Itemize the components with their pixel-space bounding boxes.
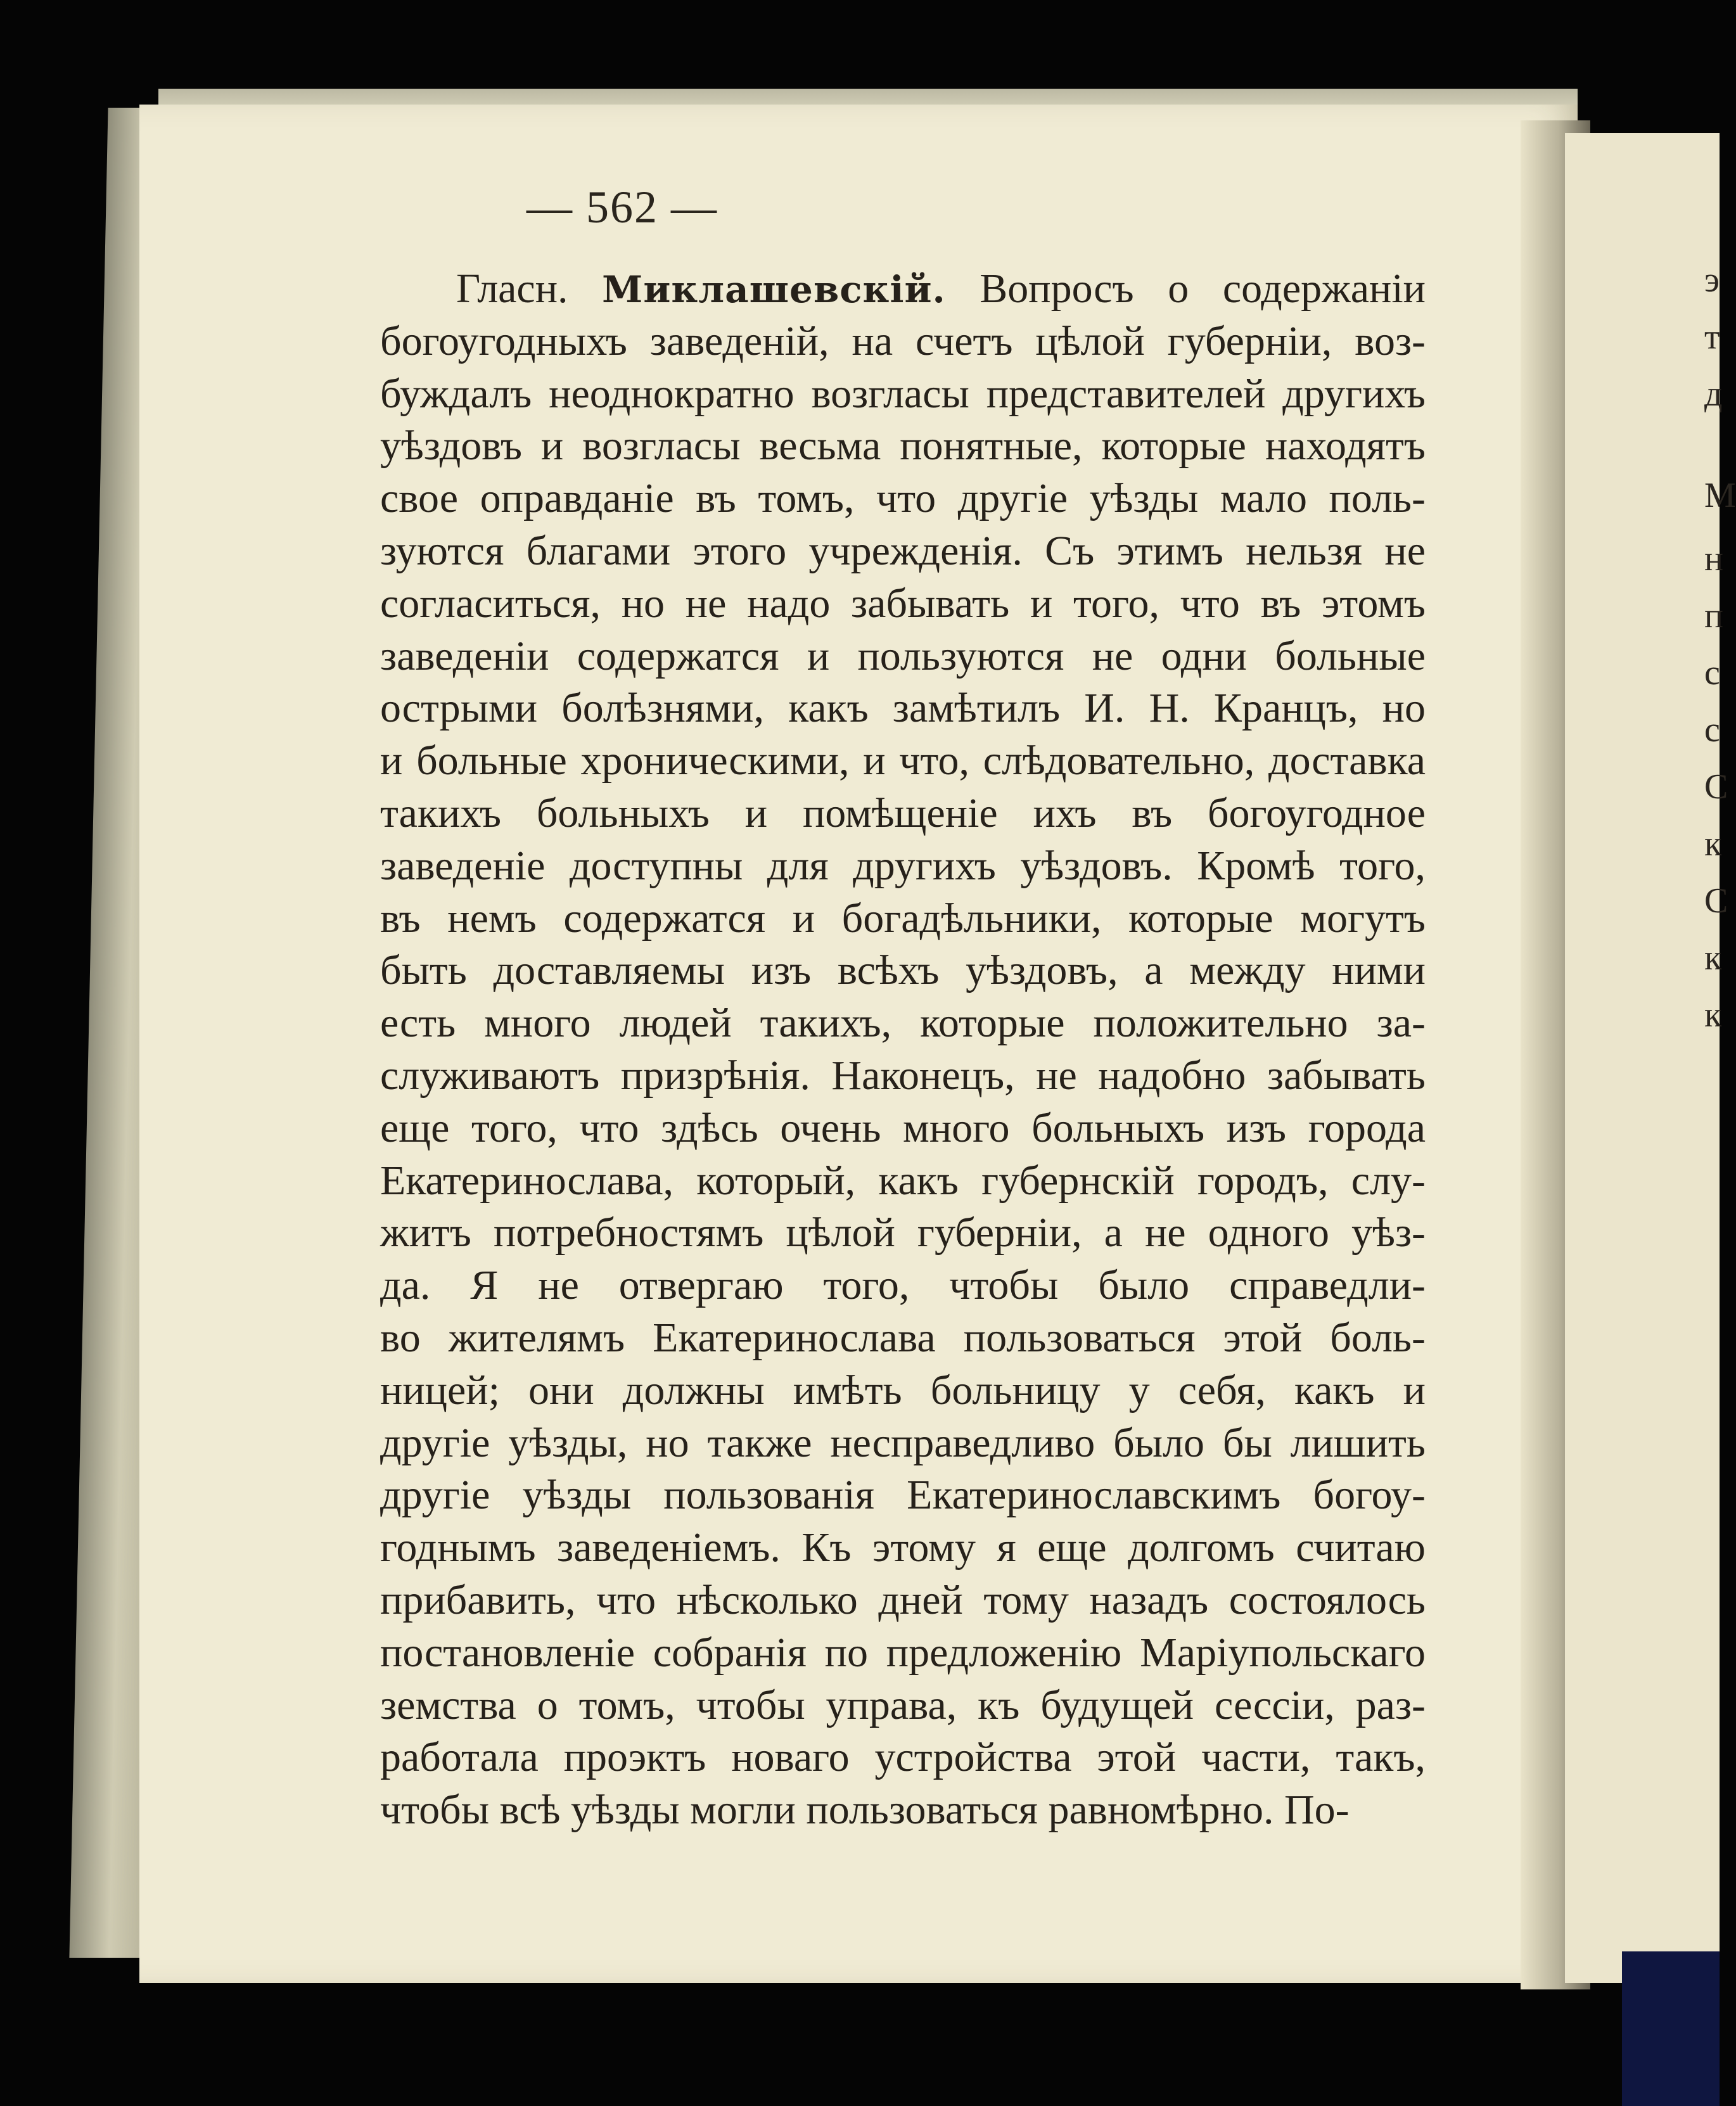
- text-line: быть доставляемы изъ всѣхъ уѣздовъ, а между ними: [380, 947, 1426, 994]
- body-text: [380, 263, 1426, 1837]
- next-page-fragment: п: [1704, 596, 1723, 635]
- text-line: другіе уѣзды пользованія Екатеринославскимъ богоу-: [380, 1472, 1426, 1519]
- text-line: и больные хроническими, и что, слѣдовательно, доставка: [380, 737, 1426, 784]
- text-line: во жителямъ Екатеринослава пользоваться этой боль-: [380, 1314, 1426, 1361]
- next-page-fragment: с: [1704, 710, 1720, 750]
- text-line: согласиться, но не надо забывать и того, что въ этомъ: [380, 580, 1426, 627]
- text-line: годнымъ заведеніемъ. Къ этому я еще долгомъ считаю: [380, 1524, 1426, 1571]
- text-line: работала проэктъ новаго устройства этой части, такъ,: [380, 1734, 1426, 1781]
- next-page-fragment: М: [1704, 476, 1736, 515]
- text-line: въ немъ содержатся и богадѣльники, которые могутъ: [380, 895, 1426, 941]
- text-line: зуются благами этого учрежденія. Съ этимъ нельзя не: [380, 527, 1426, 574]
- text-line: Екатеринослава, который, какъ губернскій городъ, слу-: [380, 1157, 1426, 1204]
- text-line: житъ потребностямъ цѣлой губерніи, а не одного уѣз-: [380, 1209, 1426, 1256]
- text-line: заведеніе доступны для другихъ уѣздовъ. Кромѣ того,: [380, 842, 1426, 889]
- text-line: свое оправданіе въ томъ, что другіе уѣзды мало поль-: [380, 475, 1426, 522]
- text-line: прибавить, что нѣсколько дней тому назадъ состоялось: [380, 1576, 1426, 1623]
- next-page-fragment: к: [1704, 938, 1722, 978]
- text-line: чтобы всѣ уѣзды могли пользоваться равномѣрно. По-: [380, 1787, 1350, 1834]
- next-page-fragment: н: [1704, 539, 1723, 578]
- text-line: такихъ больныхъ и помѣщеніе ихъ въ богоугодное: [380, 789, 1426, 836]
- page-number: — 562 —: [527, 182, 718, 233]
- next-page-fragment: к: [1704, 995, 1722, 1035]
- text-line: земства о томъ, чтобы управа, къ будущей сессіи, раз-: [380, 1682, 1426, 1728]
- text-line: служиваютъ призрѣнія. Наконецъ, не надобно забывать: [380, 1052, 1426, 1099]
- first-line-rest: Вопросъ о содержаніи: [945, 265, 1426, 312]
- next-page-edge: [1565, 133, 1736, 1983]
- text-line: уѣздовъ и возгласы весьма понятные, которые находятъ: [380, 423, 1426, 469]
- next-page-fragment: С: [1704, 881, 1728, 921]
- text-line: буждалъ неоднократно возгласы представителей другихъ: [380, 370, 1426, 417]
- cover-edge: [1622, 1951, 1720, 2106]
- text-line: есть много людей такихъ, которые положительно за-: [380, 1000, 1426, 1047]
- text-line: постановленіе собранія по предложенію Маріупольскаго: [380, 1629, 1426, 1676]
- speaker-prefix: Гласн.: [456, 265, 603, 312]
- text-line: еще того, что здѣсь очень много больныхъ изъ города: [380, 1104, 1426, 1151]
- text-line: богоугодныхъ заведеній, на счетъ цѣлой губерніи, воз-: [380, 317, 1426, 364]
- next-page-fragment: к: [1704, 824, 1722, 864]
- speaker-name: Миклашевскій.: [602, 268, 946, 311]
- text-line: да. Я не отвергаю того, чтобы было справедли-: [380, 1262, 1426, 1309]
- next-page-fragment: д: [1704, 374, 1723, 414]
- next-page-fragment: С: [1704, 767, 1728, 807]
- first-line: [380, 263, 1426, 316]
- text-line: острыми болѣзнями, какъ замѣтилъ И. Н. Кранцъ, но: [380, 685, 1426, 732]
- next-page-fragment: с: [1704, 653, 1720, 692]
- text-line: заведеніи содержатся и пользуются не одни больные: [380, 632, 1426, 679]
- next-page-fragment: т: [1704, 317, 1720, 357]
- text-line: ницей; они должны имѣть больницу у себя, какъ и: [380, 1367, 1426, 1414]
- text-line: другіе уѣзды, но также несправедливо было бы лишить: [380, 1419, 1426, 1466]
- next-page-fragment: э: [1704, 260, 1720, 300]
